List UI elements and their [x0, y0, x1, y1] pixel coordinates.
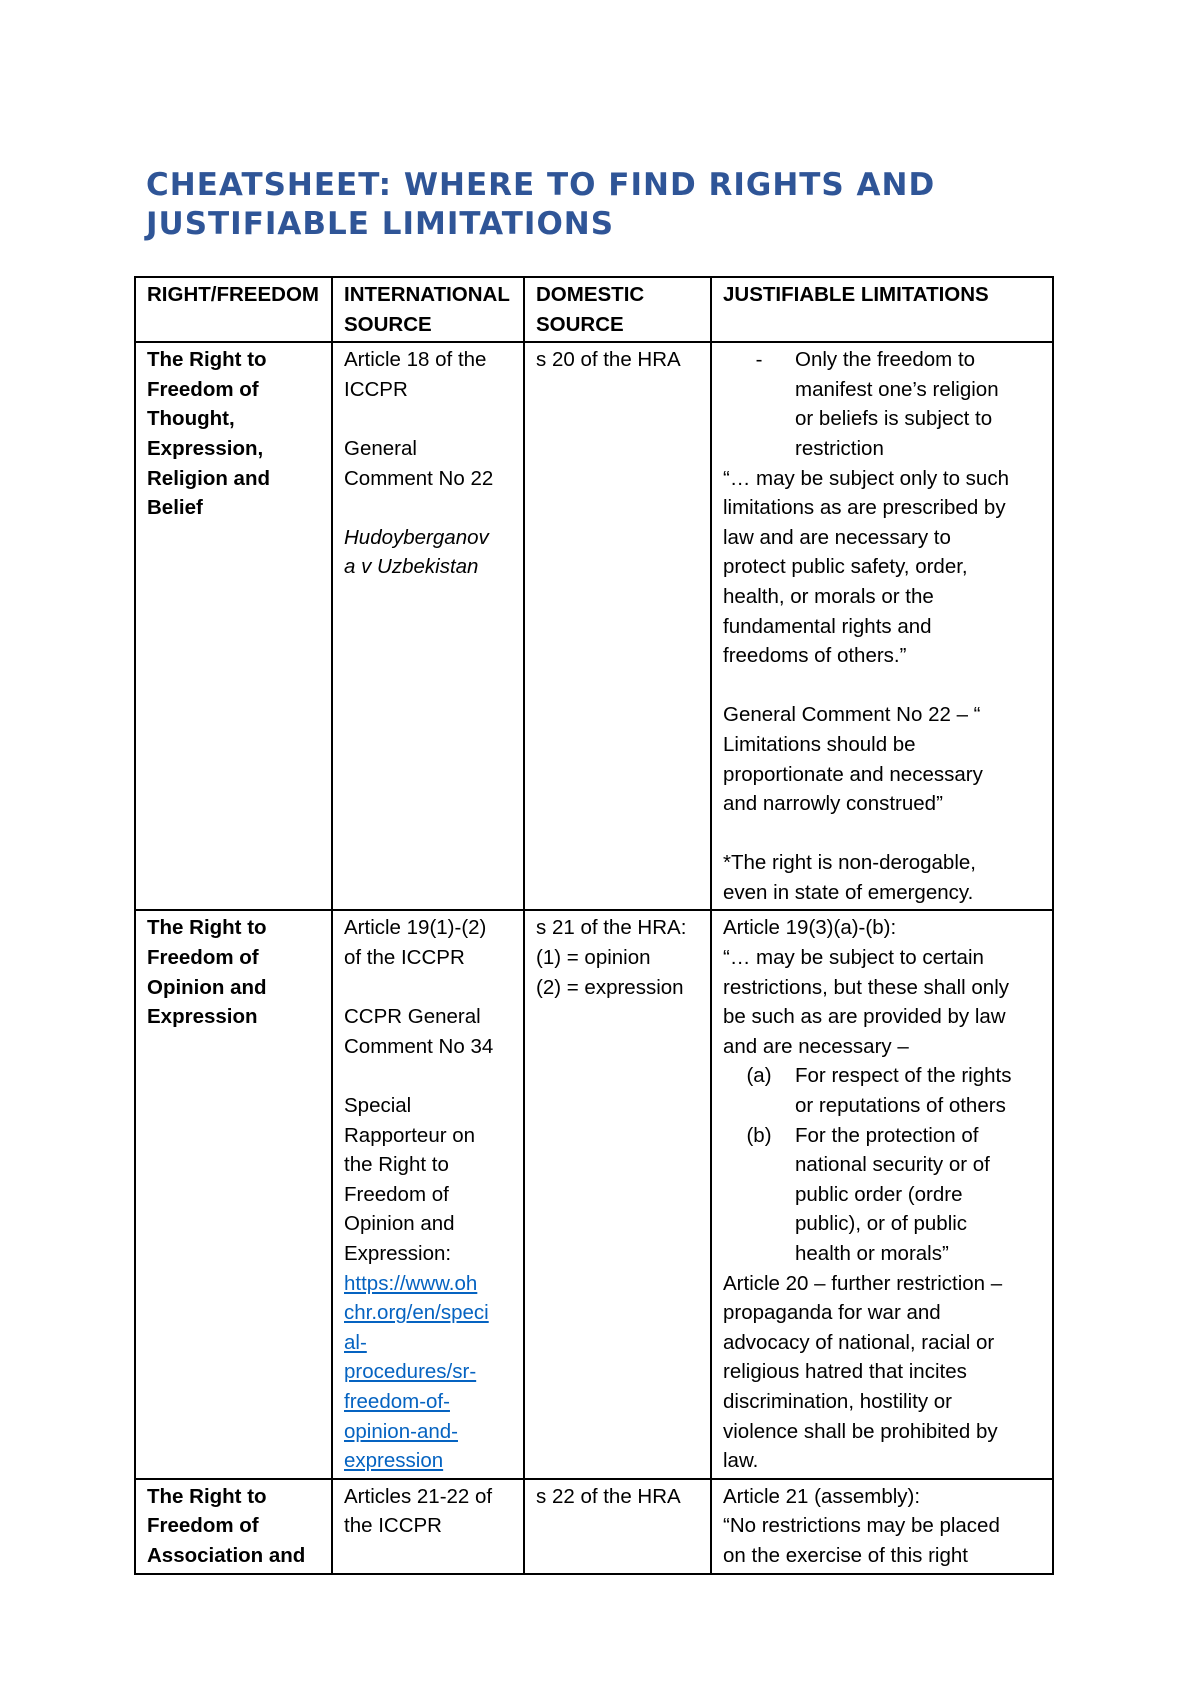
case-citation: Hudoyberganov [344, 525, 489, 549]
dash-bullet: - [755, 348, 763, 372]
row2-domestic-cell: s 21 of the HRA: (1) = opinion (2) = expression [524, 910, 711, 1478]
title-line-1: CHEATSHEET: WHERE TO FIND RIGHTS AND [146, 167, 936, 203]
row3-right-cell: The Right to Freedom of Association and [135, 1479, 332, 1574]
list-item: - Only the freedom to manifest one’s religion or beliefs is subject to restriction [723, 345, 1041, 463]
row3-international-cell: Articles 21-22 of the ICCPR [332, 1479, 524, 1574]
table-row [135, 910, 1053, 1478]
table-header-row [135, 277, 1053, 342]
header-international-source: INTERNATIONAL SOURCE [332, 277, 524, 342]
page-title [146, 166, 1066, 244]
list-item: (b) For the protection of national security or of public order (ordre public), or of public health or morals” [723, 1121, 1041, 1269]
header-justifiable-limitations: JUSTIFIABLE LIMITATIONS [711, 277, 1053, 342]
row3-domestic-cell: s 22 of the HRA [524, 1479, 711, 1574]
row3-limitations-cell: Article 21 (assembly): “No restrictions may be placed on the exercise of this right [711, 1479, 1053, 1574]
list-item: (a) For respect of the rights or reputations of others [723, 1061, 1041, 1120]
row2-international-cell: Article 19(1)-(2) of the ICCPR CCPR General Comment No 34 Special Rapporteur on the Right to Freedom of Opinion and Expression: https://www.oh chr.org/en/speci al- procedures/sr- freedom-of- opinion-and- expression [332, 910, 524, 1478]
table-row [135, 342, 1053, 910]
row1-domestic-cell: s 20 of the HRA [524, 342, 711, 910]
header-domestic-source: DOMESTIC SOURCE [524, 277, 711, 342]
row2-right-cell: The Right to Freedom of Opinion and Expression [135, 910, 332, 1478]
table-row [135, 1479, 1053, 1574]
list-marker-b: (b) [746, 1123, 772, 1147]
row1-international-cell: Article 18 of the ICCPR General Comment No 22 Hudoyberganov a v Uzbekistan [332, 342, 524, 910]
header-right-freedom: RIGHT/FREEDOM [135, 277, 332, 342]
row2-limitations-cell: Article 19(3)(a)-(b): “… may be subject to certain restrictions, but these shall only be such as are provided by law and are necessary – (a) For respect of the rights or reputations of others (b) For the protection of national security or of public order (ordre public), or of public health or morals” Article 20 – further restriction – propaganda for war and advocacy of national, racial or religious hatred that incites discrimination, hostility or violence shall be prohibited by law. [711, 910, 1053, 1478]
row1-limitations-cell: - Only the freedom to manifest one’s religion or beliefs is subject to restriction “… may be subject only to such limitations as are prescribed by law and are necessary to protect public safety, order, health, or morals or the fundamental rights and freedoms of others.” General Comment No 22 – “ Limitations should be proportionate and necessary and narrowly construed” *The right is non-derogable, even in state of emergency. [711, 342, 1053, 910]
row1-right-cell: The Right to Freedom of Thought, Expression, Religion and Belief [135, 342, 332, 910]
list-marker-a: (a) [746, 1064, 772, 1088]
rights-table [134, 276, 1054, 1575]
special-rapporteur-link[interactable]: https://www.oh chr.org/en/speci al- procedures/sr- freedom-of- opinion-and- expression [344, 1271, 489, 1473]
title-line-2: JUSTIFIABLE LIMITATIONS [146, 206, 615, 242]
